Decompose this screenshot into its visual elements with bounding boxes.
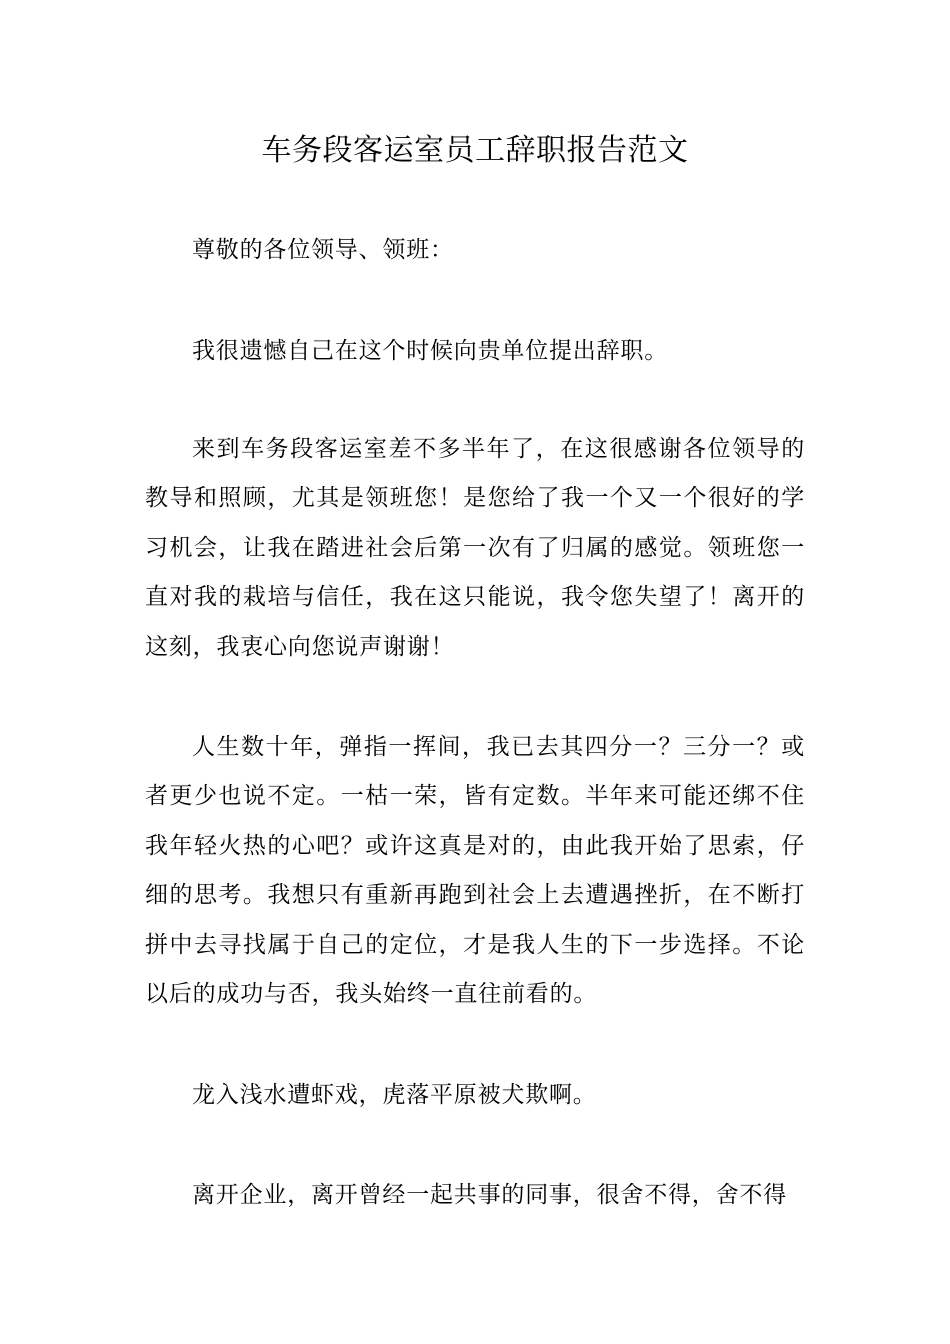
paragraph-reflection: 人生数十年，弹指一挥间，我已去其四分一？三分一？或者更少也说不定。一枯一荣，皆有定数。半年来可能还绑不住我年轻火热的心吧？或许这真是对的，由此我开始了思索，仔细的思考。我想只有重新再跑到社会上去遭遇挫折，在不断打拼中去寻找属于自己的定位，才是我人生的下一步选择。不论以后的成功与否，我头始终一直往前看的。 (145, 734, 805, 1008)
paragraph-gratitude: 来到车务段客运室差不多半年了，在这很感谢各位领导的教导和照顾，尤其是领班您！是您给了我一个又一个很好的学习机会，让我在踏进社会后第一次有了归属的感觉。领班您一直对我的栽培与信任，我在这只能说，我令您失望了！离开的这刻，我衷心向您说声谢谢！ (145, 436, 805, 660)
paragraph-proverb: 龙入浅水遭虾戏，虎落平原被犬欺啊。 (192, 1082, 597, 1108)
document-title: 车务段客运室员工辞职报告范文 (261, 133, 689, 168)
paragraph-farewell: 离开企业，离开曾经一起共事的同事，很舍不得，舍不得 (192, 1182, 787, 1208)
paragraph-resignation-statement: 我很遗憾自己在这个时候向贵单位提出辞职。 (192, 338, 668, 364)
paragraph-salutation: 尊敬的各位领导、领班： (192, 237, 454, 263)
